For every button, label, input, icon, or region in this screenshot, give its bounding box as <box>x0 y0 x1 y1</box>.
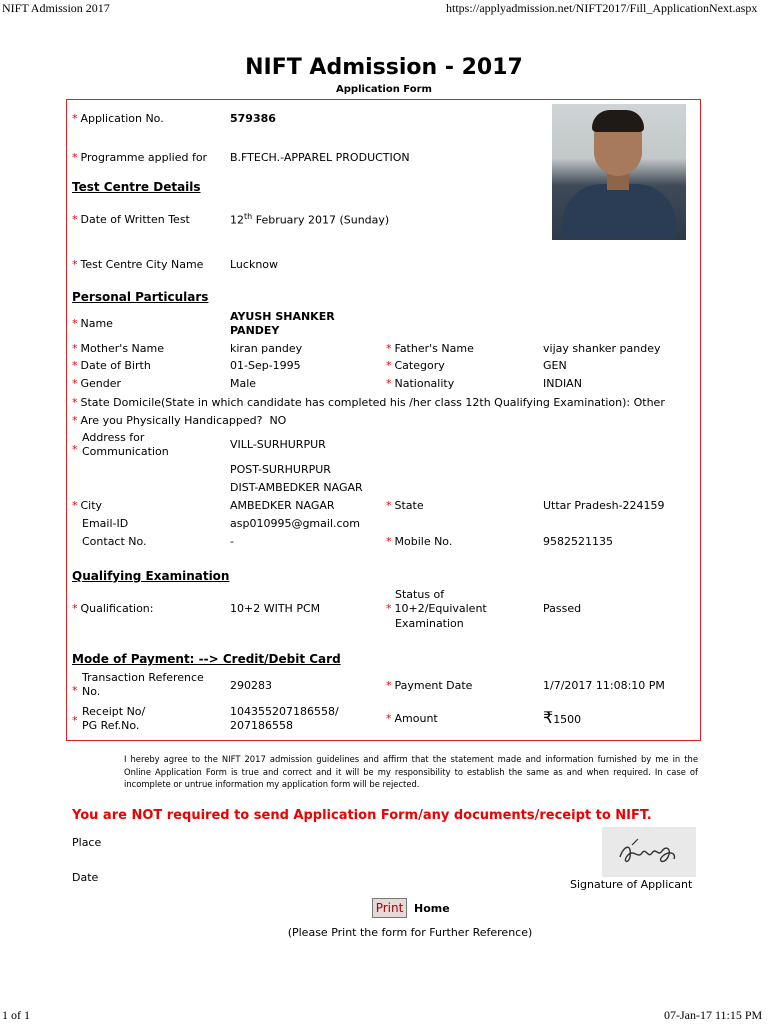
written-test-date-label: * Date of Written Test <box>72 213 190 226</box>
name-value-line2: PANDEY <box>230 324 280 337</box>
payment-date-label: * Payment Date <box>386 679 473 692</box>
application-no-value: 579386 <box>230 112 276 125</box>
txn-ref-label: * <box>72 684 78 697</box>
applicant-photo <box>552 104 686 240</box>
address-label-line1: Address for <box>82 431 145 444</box>
receipt-label-line2: PG Ref.No. <box>82 719 140 732</box>
amount-value: ₹1500 <box>543 708 582 727</box>
mother-name-value: kiran pandey <box>230 342 303 355</box>
test-centre-city-label: * Test Centre City Name <box>72 258 204 271</box>
amount-label: * Amount <box>386 712 438 725</box>
contact-label: Contact No. <box>82 535 147 548</box>
home-link[interactable]: Home <box>414 902 450 915</box>
mobile-label: * Mobile No. <box>386 535 453 548</box>
father-name-label: * Father's Name <box>386 342 474 355</box>
mobile-value: 9582521135 <box>543 535 613 548</box>
print-button[interactable]: Print <box>372 898 407 918</box>
gender-label: * Gender <box>72 377 122 390</box>
category-label: * Category <box>386 359 445 372</box>
date-label: Date <box>72 871 99 884</box>
receipt-value-line2: 207186558 <box>230 719 293 732</box>
email-value: asp010995@gmail.com <box>230 517 360 530</box>
signature-caption: Signature of Applicant <box>570 878 693 891</box>
notice-text: You are NOT required to send Application Form/any documents/receipt to NIFT. <box>72 808 652 823</box>
address-line3: DIST-AMBEDKER NAGAR <box>230 481 363 494</box>
receipt-label: * <box>72 714 78 727</box>
state-domicile-row: * State Domicile(State in which candidate has completed his /her class 12th Qualifying Examination): Other <box>72 396 665 409</box>
print-header-url: https://applyadmission.net/NIFT2017/Fill_ApplicationNext.aspx <box>446 1 758 15</box>
signature-image <box>602 827 696 877</box>
address-line1: VILL-SURHURPUR <box>230 438 326 451</box>
txn-ref-value: 290283 <box>230 679 272 692</box>
contact-value: - <box>230 535 234 548</box>
programme-label: * Programme applied for <box>72 151 208 164</box>
handicapped-row: * Are you Physically Handicapped? NO <box>72 414 287 427</box>
status-label-line1: Status of <box>395 588 445 601</box>
state-label: * State <box>386 499 424 512</box>
status-label-line2: * 10+2/Equivalent <box>386 602 487 615</box>
gender-value: Male <box>230 377 257 390</box>
dob-value: 01-Sep-1995 <box>230 359 301 372</box>
test-centre-city-value: Lucknow <box>230 258 279 271</box>
city-value: AMBEDKER NAGAR <box>230 499 335 512</box>
address-label-line2: Communication <box>82 445 169 458</box>
payment-mode-heading: Mode of Payment: --> Credit/Debit Card <box>72 652 341 666</box>
declaration-text: I hereby agree to the NIFT 2017 admission guidelines and affirm that the statement made and information furnished by me in the Online Application Form is true and correct and it will be my responsibility to establish the same as and when required. In case of incomplete or untrue information my application form will be rejected. <box>124 754 698 789</box>
print-footer-page: 1 of 1 <box>2 1008 30 1022</box>
city-label: * City <box>72 499 103 512</box>
receipt-label-line1: Receipt No/ <box>82 705 146 718</box>
category-value: GEN <box>543 359 567 372</box>
nationality-value: INDIAN <box>543 377 582 390</box>
rupee-icon: ₹ <box>543 708 554 727</box>
handicapped-value: NO <box>269 414 287 427</box>
qualification-label: * Qualification: <box>72 602 154 615</box>
programme-value: B.FTECH.-APPAREL PRODUCTION <box>230 151 410 164</box>
qualification-value: 10+2 WITH PCM <box>230 602 321 615</box>
txn-ref-label-line1: Transaction Reference <box>82 671 204 684</box>
personal-particulars-heading: Personal Particulars <box>72 290 209 304</box>
address-label: * <box>72 443 78 456</box>
state-value: Uttar Pradesh-224159 <box>543 499 665 512</box>
name-value-line1: AYUSH SHANKER <box>230 310 335 323</box>
name-label: * Name <box>72 317 113 330</box>
application-no-label: * Application No. <box>72 112 164 125</box>
test-centre-heading: Test Centre Details <box>72 180 201 194</box>
print-header-title: NIFT Admission 2017 <box>2 1 110 15</box>
print-note: (Please Print the form for Further Reference) <box>287 926 533 939</box>
place-label: Place <box>72 836 102 849</box>
page-subtitle: Application Form <box>336 84 432 95</box>
status-label-line3: Examination <box>395 617 464 630</box>
nationality-label: * Nationality <box>386 377 455 390</box>
status-value: Passed <box>543 602 582 615</box>
print-footer-timestamp: 07-Jan-17 11:15 PM <box>664 1008 763 1022</box>
written-test-date-value: 12th February 2017 (Sunday) <box>230 212 390 227</box>
email-label: Email-ID <box>82 517 129 530</box>
father-name-value: vijay shanker pandey <box>543 342 661 355</box>
qualifying-exam-heading: Qualifying Examination <box>72 569 230 583</box>
page-title: NIFT Admission - 2017 <box>245 55 523 80</box>
dob-label: * Date of Birth <box>72 359 151 372</box>
receipt-value-line1: 104355207186558/ <box>230 705 339 718</box>
txn-ref-label-line2: No. <box>82 685 101 698</box>
mother-name-label: * Mother's Name <box>72 342 164 355</box>
payment-date-value: 1/7/2017 11:08:10 PM <box>543 679 665 692</box>
address-line2: POST-SURHURPUR <box>230 463 331 476</box>
